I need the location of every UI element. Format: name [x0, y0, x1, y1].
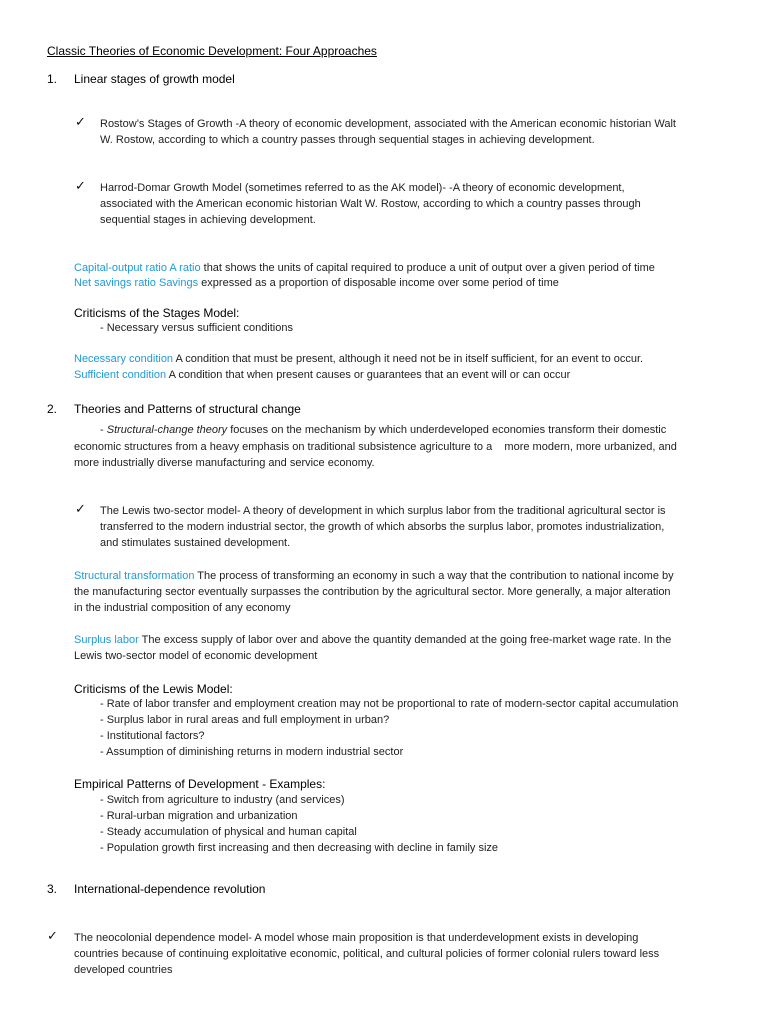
necessary-condition-definition	[74, 351, 643, 367]
list-item: - Assumption of diminishing returns in modern industrial sector	[100, 746, 404, 758]
structural-transformation-line-1	[74, 568, 674, 584]
list-item: - Switch from agriculture to industry (and services)	[100, 794, 345, 806]
section-3-number: 3.	[47, 882, 58, 896]
checkmark-icon: ✓	[75, 501, 86, 516]
intro-text-1: focuses on the mechanism by which underdeveloped economies transform their domestic	[227, 424, 667, 436]
list-item: - Rate of labor transfer and employment creation may not be proportional to rate of modern-sector capital accumulation	[100, 698, 679, 710]
section-2-number: 2.	[47, 402, 58, 416]
net-savings-term: Net savings ratio Savings	[74, 277, 199, 289]
surplus-labor-line-2: Lewis two-sector model of economic development	[74, 650, 318, 662]
list-item: - Population growth first increasing and then decreasing with decline in family size	[100, 842, 499, 854]
section-1-heading: Linear stages of growth model	[74, 72, 235, 86]
list-item: - Surplus labor in rural areas and full employment in urban?	[100, 714, 390, 726]
section-1-number: 1.	[47, 72, 58, 86]
net-savings-definition	[74, 275, 559, 291]
net-savings-text: expressed as a proportion of disposable income over some period of time	[198, 277, 559, 289]
empirical-patterns-heading: Empirical Patterns of Development - Examples:	[74, 777, 326, 791]
necessary-condition-term: Necessary condition	[74, 353, 174, 365]
harrod-line-1: Harrod-Domar Growth Model (sometimes referred to as the AK model)- -A theory of economic development,	[100, 182, 625, 194]
section-3-heading: International-dependence revolution	[74, 882, 266, 896]
list-item: - Rural-urban migration and urbanization	[100, 810, 298, 822]
surplus-labor-term: Surplus labor	[74, 634, 139, 646]
neocolonial-line-1: The neocolonial dependence model- A model whose main proposition is that underdevelopment exists in developing	[74, 932, 639, 944]
sufficient-condition-text: A condition that when present causes or guarantees that an event will or can occur	[166, 369, 571, 381]
capital-output-definition	[74, 260, 655, 276]
capital-output-term: Capital-output ratio A ratio	[74, 262, 201, 274]
structural-change-intro-line-2: economic structures from a heavy emphasis on traditional subsistence agriculture to a more modern, more urbanized, and	[74, 441, 677, 453]
intro-dash: -	[100, 424, 107, 436]
neocolonial-line-3: developed countries	[74, 964, 173, 976]
lewis-criticisms-heading: Criticisms of the Lewis Model:	[74, 682, 233, 696]
lewis-line-2: transferred to the modern industrial sector, the growth of which absorbs the surplus labor, promotes industrialization,	[100, 521, 665, 533]
checkmark-icon: ✓	[47, 928, 58, 943]
document-title: Classic Theories of Economic Development: Four Approaches	[47, 44, 377, 58]
harrod-line-2: associated with the American economic historian Walt W. Rostow, according to which a country passes through	[100, 198, 641, 210]
surplus-labor-text: The excess supply of labor over and above the quantity demanded at the going free-market wage rate. In the	[138, 634, 672, 646]
surplus-labor-line-1	[74, 632, 671, 648]
list-item: - Institutional factors?	[100, 730, 205, 742]
list-item: - Steady accumulation of physical and human capital	[100, 826, 357, 838]
necessary-condition-text: A condition that must be present, although it need not be in itself sufficient, for an event to occur.	[173, 353, 644, 365]
capital-output-text: that shows the units of capital required to produce a unit of output over a given period of time	[200, 262, 655, 274]
rostow-line-1: Rostow’s Stages of Growth -A theory of economic development, associated with the American economic historian Walt	[100, 118, 676, 130]
structural-transformation-term: Structural transformation	[74, 570, 195, 582]
lewis-line-1: The Lewis two-sector model- A theory of development in which surplus labor from the traditional agricultural sector is	[100, 505, 666, 517]
structural-change-intro-line-3: more industrially diverse manufacturing and service economy.	[74, 457, 375, 469]
lewis-line-3: and stimulates sustained development.	[100, 537, 291, 549]
checkmark-icon: ✓	[75, 114, 86, 129]
sufficient-condition-definition	[74, 367, 570, 383]
rostow-line-2: W. Rostow, according to which a country passes through sequential stages in achieving development.	[100, 134, 595, 146]
stages-criticisms-heading: Criticisms of the Stages Model:	[74, 306, 240, 320]
checkmark-icon: ✓	[75, 178, 86, 193]
structural-transformation-line-2: the manufacturing sector eventually surpasses the contribution by the agricultural sector. More generally, a major alteration	[74, 586, 671, 598]
harrod-line-3: sequential stages in achieving development.	[100, 214, 316, 226]
structural-transformation-text: The process of transforming an economy in such a way that the contribution to national income by	[194, 570, 674, 582]
section-2-heading: Theories and Patterns of structural change	[74, 402, 301, 416]
structural-transformation-line-3: in the industrial composition of any economy	[74, 602, 291, 614]
sufficient-condition-term: Sufficient condition	[74, 369, 167, 381]
neocolonial-line-2: countries because of continuing exploitative economic, political, and cultural policies of former colonial rulers toward less	[74, 948, 660, 960]
structural-change-intro-line-1	[100, 422, 666, 438]
structural-change-theory-term: Structural-change theory	[106, 424, 228, 436]
stages-criticisms-item: - Necessary versus sufficient conditions	[100, 322, 293, 334]
